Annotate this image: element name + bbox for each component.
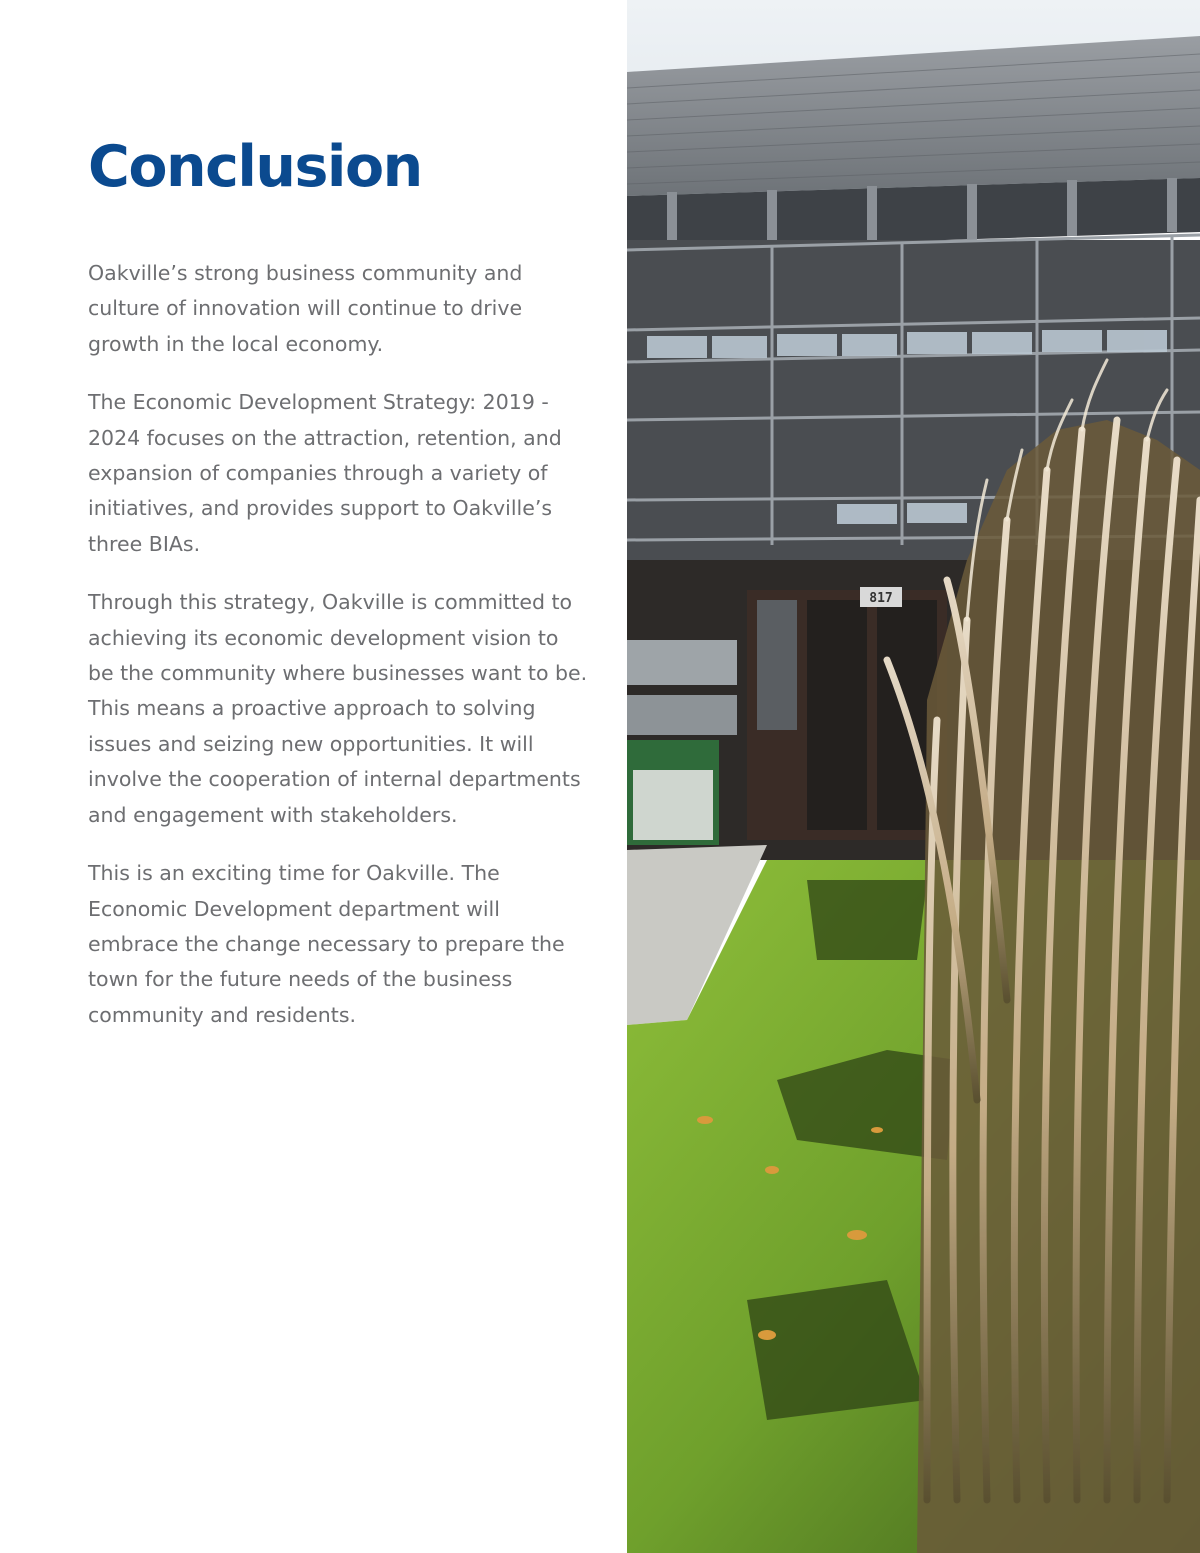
paragraph-4: This is an exciting time for Oakville. The Economic Development department will embrace the change necessary to prepare the town for the future needs of the business community and residents. [88, 861, 565, 1027]
page-title: Conclusion [88, 134, 422, 200]
building-photo [627, 0, 1200, 1553]
paragraph-1: Oakville’s strong business community and culture of innovation will continue to drive growth in the local economy. [88, 261, 523, 356]
paragraph-3: Through this strategy, Oakville is committed to achieving its economic development vision to be the community where businesses want to be. This means a proactive approach to solving issues and seizing new opportunities. It will involve the cooperation of internal departments and engagement with stakeholders. [88, 590, 588, 827]
paragraph-2: The Economic Development Strategy: 2019 - 2024 focuses on the attraction, retention, and expansion of companies through a variety of initiatives, and provides support to Oakville’s three BIAs. [88, 390, 562, 556]
body-text [88, 256, 588, 1056]
building-number: 817 [869, 591, 893, 606]
